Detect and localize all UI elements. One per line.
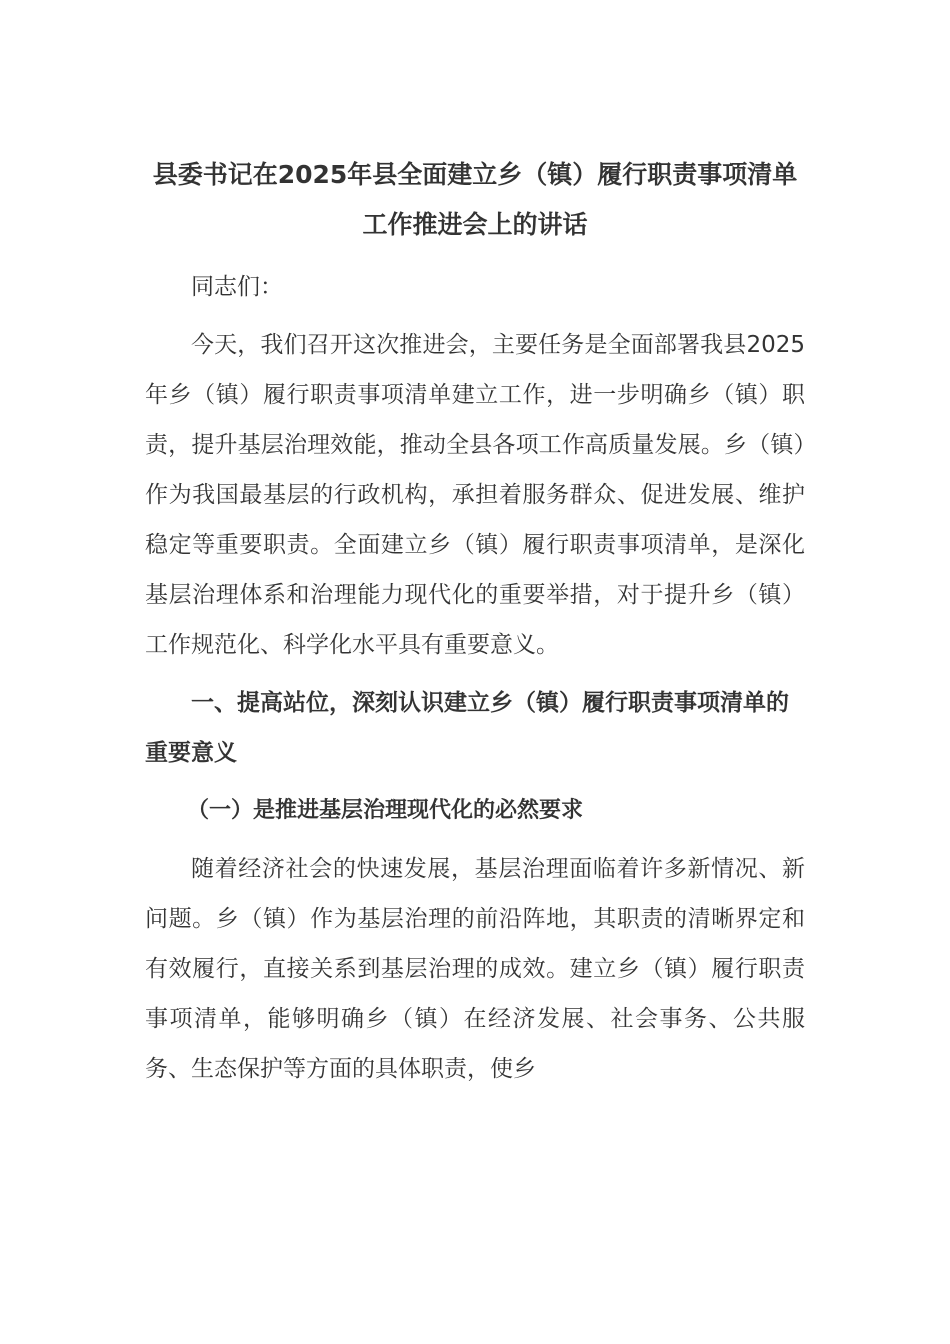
document-title: 县委书记在2025年县全面建立乡（镇）履行职责事项清单工作推进会上的讲话 [152,160,798,239]
greeting: 同志们： [191,274,283,300]
document-page [145,150,805,1094]
section-heading-1: 一、提高站位，深刻认识建立乡（镇）履行职责事项清单的重要意义 [145,690,789,766]
subsection-1-paragraph: 随着经济社会的快速发展，基层治理面临着许多新情况、新问题。乡（镇）作为基层治理的前沿阵地，其职责的清晰界定和有效履行，直接关系到基层治理的成效。建立乡（镇）履行职责事项清单，能够明确乡（镇）在经济发展、社会事务、公共服务、生态保护等方面的具体职责，使乡 [145,856,805,1082]
intro-paragraph: 今天，我们召开这次推进会，主要任务是全面部署我县2025年乡（镇）履行职责事项清单建立工作，进一步明确乡（镇）职责，提升基层治理效能，推动全县各项工作高质量发展。乡（镇）作为我国最基层的行政机构，承担着服务群众、促进发展、维护稳定等重要职责。全面建立乡（镇）履行职责事项清单，是深化基层治理体系和治理能力现代化的重要举措，对于提升乡（镇）工作规范化、科学化水平具有重要意义。 [145,332,805,658]
subsection-heading-1: （一）是推进基层治理现代化的必然要求 [187,798,584,823]
